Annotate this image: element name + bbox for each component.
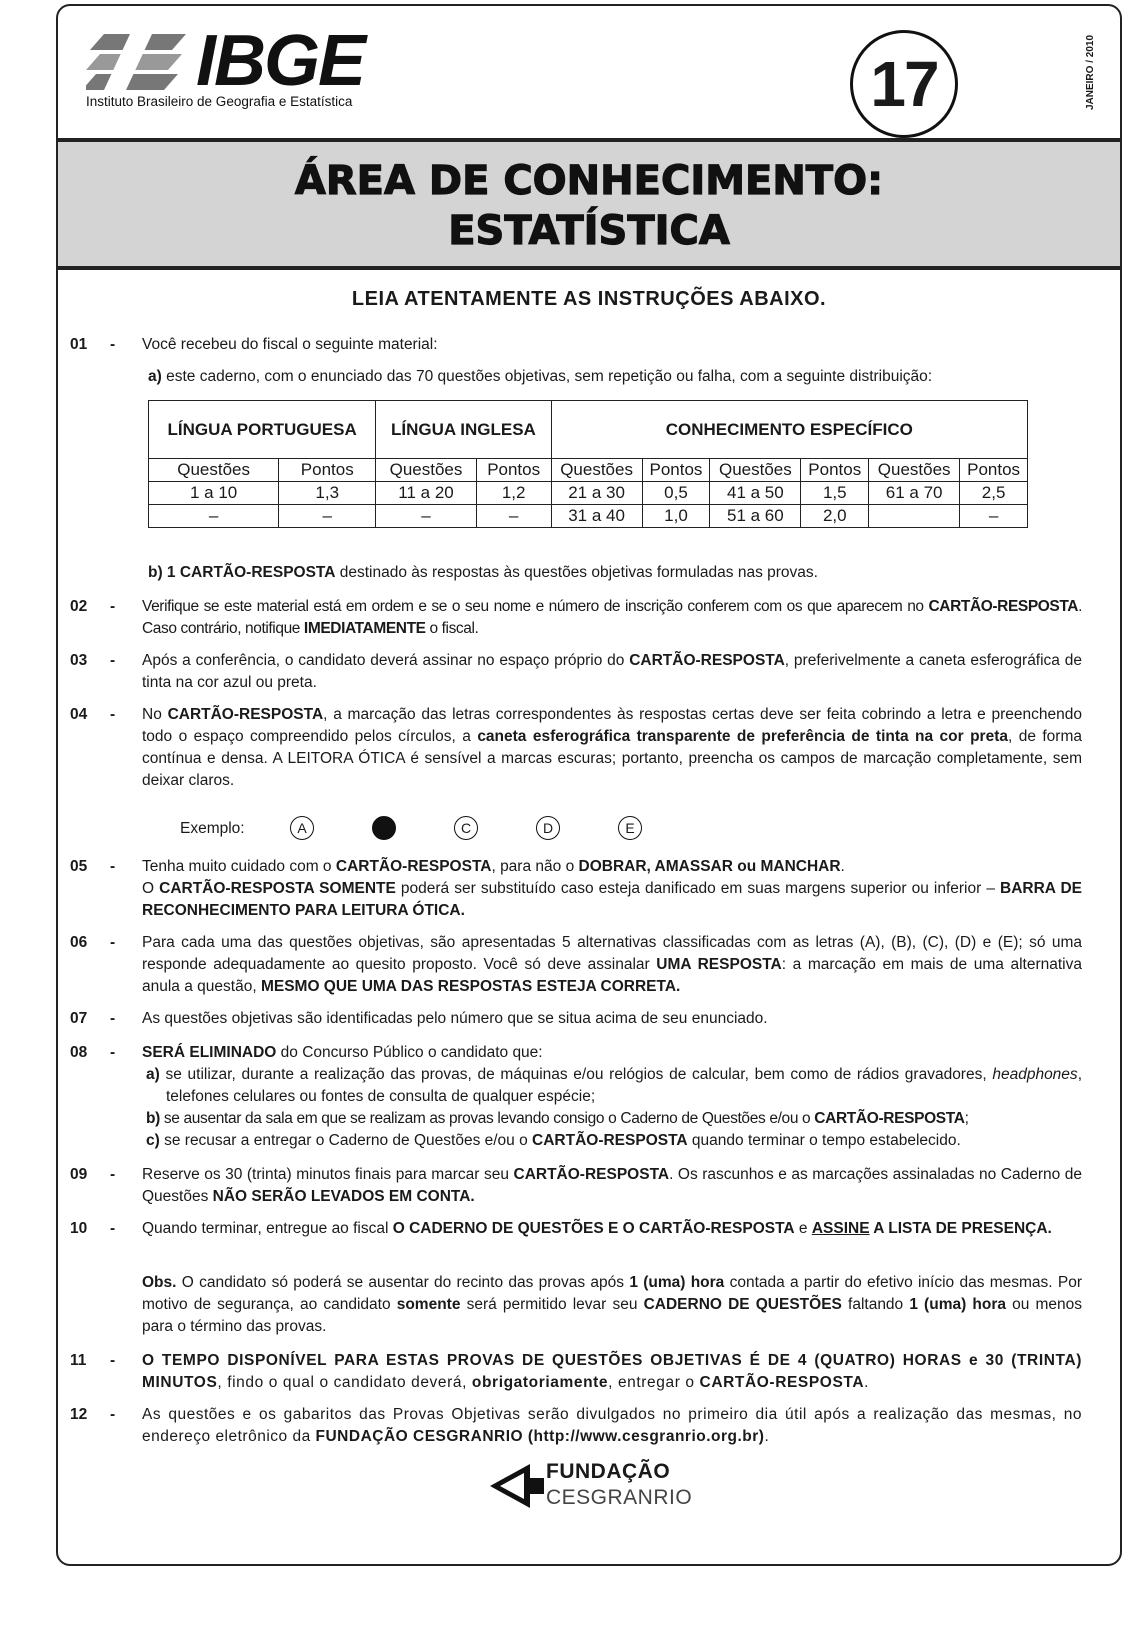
item-dash: - [110,1352,116,1369]
table-cell: 31 a 40 [551,505,642,528]
table-cell: Questões [710,459,801,482]
table-cell: 11 a 20 [376,482,476,505]
title-line-2: ESTATÍSTICA [448,208,730,254]
item-dash: - [110,1406,116,1423]
item-number: 02 [70,598,88,615]
table-cell: – [149,505,279,528]
item-text: No CARTÃO-RESPOSTA, a marcação das letras correspondentes às respostas certas deve ser feita cobrindo a letra e preenchendo todo o espaço compreendido pelos círculos, a caneta esferográfica transparente de preferência de tinta na cor preta, de forma contínua e densa. A LEITORA ÓTICA é sensível a marcas escuras; portanto, preencha os campos de marcação completamente, sem deixar claros. [142,706,1083,789]
table-cell: 51 a 60 [710,505,801,528]
answer-marking-example [180,816,780,846]
item-text: Verifique se este material está em ordem e se o seu nome e número de inscrição conferem com os que aparecem no CARTÃO-RESPOSTA. Caso contrário, notifique IMEDIATAMENTE o fiscal. [142,598,1082,637]
table-cell: Questões [149,459,279,482]
table-cell [869,505,960,528]
instructions: LEIA ATENTAMENTE AS INSTRUÇÕES ABAIXO. 01 - Você recebeu do fiscal o seguinte material: a) este caderno, com o enunciado das 70 questões objetivas, sem repetição ou falha, com a seguinte distribuição: LÍNGUA PORTUGUESA LÍNGUA INGLESA CONHECIMENTO ESPECÍFICO Questões Pontos Questões Pontos Questões Pontos Questões Pontos Questões Pontos 1 a 10 1,3 11 a 20 1,2 21 a 30 0,5 41 a 50 1,5 61 a 70 2,5 – – – – 31 a 40 1,0 51 a 60 2,0 – b) 1 CARTÃO-RESPOSTA destinado às respostas às questões objetivas formuladas nas provas. 02 - Verifique se este material está em ordem e se o seu nome e número de inscrição conferem com os que aparecem no CARTÃO-RESPOSTA. Caso contrário, notifique IMEDIATAMENTE o fiscal. 03 - Após a conferência, o candidato deverá assinar no espaço próprio do CARTÃO-RESPOSTA, preferivelmente a caneta esferográfica de tinta na cor azul ou preta. 04 - No CARTÃO-RESPOSTA, a marcação das letras correspondentes às respostas certas deve ser feita cobrindo a letra e preenchendo todo o espaço compreendido pelos círculos, a caneta esferográfica transparente de preferência de tinta na cor preta, de forma contínua e densa. A LEITORA ÓTICA é sensível a marcas escuras; portanto, preencha os campos de marcação completamente, sem deixar claros. Exemplo: A C D E 05 - Tenha muito cuidado com o CARTÃO-RESPOSTA, para não o DOBRAR, AMASSAR ou MANCHAR. O CARTÃO-RESPOSTA SOMENTE poderá ser substituído caso esteja danificado em suas margens superior ou inferior – BARRA DE RECONHECIMENTO PARA LEITURA ÓTICA. 06 - Para cada uma das questões objetivas, são apresentadas 5 alternativas classificadas com as letras (A), (B), (C), (D) e (E); só uma responde adequadamente ao quesito proposto. Você só deve assinalar UMA RESPOSTA: a marcação em mais de uma alternativa anula a questão, MESMO QUE UMA DAS RESPOSTAS ESTEJA CORRETA. 07 - As questões objetivas são identificadas pelo número que se situa acima de seu enunciado. 08 - SERÁ ELIMINADO do Concurso Público o candidato que: a) se utilizar, durante a realização das provas, de máquinas e/ou relógios de calcular, bem como de rádios gravadores, headphones, telefones celulares ou fontes de consulta de qualquer espécie; b) se ausentar da sala em que se realizam as provas levando consigo o Caderno de Questões e/ou o CARTÃO-RESPOSTA; c) se recusar a entregar o Caderno de Questões e/ou o CARTÃO-RESPOSTA quando terminar o tempo estabelecido. 09 - Reserve os 30 (trinta) minutos finais para marcar seu CARTÃO-RESPOSTA. Os rascunhos e as marcações assinaladas no Caderno de Questões NÃO SERÃO LEVADOS EM CONTA. 10 - Quando terminar, entregue ao fiscal O CADERNO DE QUESTÕES E O CARTÃO-RESPOSTA e ASSINE A LISTA DE PRESENÇA. Obs. O candidato só poderá se ausentar do recinto das provas após 1 (uma) hora contada a partir do efetivo início das mesmas. Por motivo de segurança, ao candidato somente será permitido levar seu CADERNO DE QUESTÕES faltando 1 (uma) hora ou menos para o término das provas. 11 - O TEMPO DISPONÍVEL PARA ESTAS PROVAS DE QUESTÕES OBJETIVAS É DE 4 (QUATRO) HORAS e 30 (TRINTA) MINUTOS, findo o qual o candidato deverá, obrigatoriamente, entregar o CARTÃO-RESPOSTA. 12 - As questões e os gabaritos das Provas Objetivas serão divulgados no primeiro dia útil após a realização das mesmas, no endereço eletrônico da FUNDAÇÃO CESGRANRIO (http://www.cesgranrio.org.br). [58,274,1120,310]
exam-number-badge: 17 [850,30,958,138]
item-text: SERÁ ELIMINADO do Concurso Público o candidato que: [142,1044,543,1061]
table-header: LÍNGUA PORTUGUESA [149,401,376,459]
bubble-a-icon: A [290,816,314,840]
item-dash: - [110,1220,116,1237]
item-number: 11 [70,1352,87,1369]
item-dash: - [110,1010,116,1027]
table-cell: 1 a 10 [149,482,279,505]
logo-subtitle: Instituto Brasileiro de Geografia e Estatística [86,94,353,109]
item-number: 09 [70,1166,88,1183]
table-cell: Questões [376,459,476,482]
item-text: Tenha muito cuidado com o CARTÃO-RESPOSTA, para não o DOBRAR, AMASSAR ou MANCHAR. O CARTÃO-RESPOSTA SOMENTE poderá ser substituído caso esteja danificado em suas margens superior ou inferior – BARRA DE RECONHECIMENTO PARA LEITURA ÓTICA. [142,858,1082,919]
bubble-d-icon: D [536,816,560,840]
logo-wordmark: IBGE [196,21,365,101]
footer-line-1: FUNDAÇÃO [546,1460,671,1483]
item-dash: - [110,652,116,669]
table-row [149,505,1028,528]
table-cell: Pontos [801,459,869,482]
item-text: Para cada uma das questões objetivas, são apresentadas 5 alternativas classificadas com as letras (A), (B), (C), (D) e (E); só uma responde adequadamente ao quesito proposto. Você só deve assinalar UMA RESPOSTA: a marcação em mais de uma alternativa anula a questão, MESMO QUE UMA DAS RESPOSTAS ESTEJA CORRETA. [142,934,1082,995]
item-number: 10 [70,1220,88,1237]
item-text: O TEMPO DISPONÍVEL PARA ESTAS PROVAS DE QUESTÕES OBJETIVAS É DE 4 (QUATRO) HORAS e 30 (TRINTA) MINUTOS, findo o qual o candidato deverá, obrigatoriamente, entregar o CARTÃO-RESPOSTA. [142,1352,1082,1391]
cesgranrio-logo [490,1456,693,1516]
table-cell: 1,2 [476,482,551,505]
exam-cover-frame [56,4,1122,1566]
title-band [58,142,1120,270]
item-text: As questões e os gabaritos das Provas Objetivas serão divulgados no primeiro dia útil após a realização das mesmas, no endereço eletrônico da FUNDAÇÃO CESGRANRIO (http://www.cesgranrio.org.br). [142,1406,1082,1445]
table-row [149,482,1028,505]
item-number: 04 [70,706,88,723]
question-distribution-table [148,400,1028,528]
item-number: 12 [70,1406,88,1423]
table-cell: 1,5 [801,482,869,505]
footer-line-2: CESGRANRIO [546,1486,693,1509]
table-cell: Questões [869,459,960,482]
item-text: Reserve os 30 (trinta) minutos finais para marcar seu CARTÃO-RESPOSTA. Os rascunhos e as marcações assinaladas no Caderno de Questões NÃO SERÃO LEVADOS EM CONTA. [142,1166,1082,1205]
table-cell: – [476,505,551,528]
table-cell: Pontos [476,459,551,482]
table-cell: 41 a 50 [710,482,801,505]
table-cell: – [279,505,376,528]
instructions-heading: LEIA ATENTAMENTE AS INSTRUÇÕES ABAIXO. [351,288,827,310]
table-cell: Pontos [279,459,376,482]
item-dash: - [110,934,116,951]
header [58,6,1120,142]
bubble-c-icon: C [454,816,478,840]
exam-date: JANEIRO / 2010 [1085,34,1097,110]
item-dash: - [110,336,116,353]
bubble-filled-icon [372,816,396,840]
ibge-logo-mark-icon [86,32,190,96]
item-dash: - [110,1044,116,1061]
item-text: As questões objetivas são identificadas pelo número que se situa acima de seu enunciado. [142,1010,768,1027]
table-cell: 1,3 [279,482,376,505]
cesgranrio-arrow-icon [490,1464,544,1508]
table-cell: – [960,505,1028,528]
item-number: 08 [70,1044,88,1061]
table-cell: 2,5 [960,482,1028,505]
table-header: CONHECIMENTO ESPECÍFICO [551,401,1027,459]
table-subheader-row [149,459,1028,482]
item-number: 05 [70,858,88,875]
title-line-1: ÁREA DE CONHECIMENTO: [294,158,884,204]
item-text: Você recebeu do fiscal o seguinte material: [142,336,438,353]
table-cell: 1,0 [642,505,710,528]
table-cell: Pontos [642,459,710,482]
item-text: Quando terminar, entregue ao fiscal O CADERNO DE QUESTÕES E O CARTÃO-RESPOSTA e ASSINE A LISTA DE PRESENÇA. [142,1220,1052,1237]
table-cell: 21 a 30 [551,482,642,505]
table-cell: – [376,505,476,528]
item-number: 03 [70,652,88,669]
table-cell: Questões [551,459,642,482]
table-cell: Pontos [960,459,1028,482]
table-cell: 0,5 [642,482,710,505]
table-header: LÍNGUA INGLESA [376,401,551,459]
item-dash: - [110,858,116,875]
item-number: 01 [70,336,88,353]
example-label: Exemplo: [180,820,245,837]
table-cell: 2,0 [801,505,869,528]
item-text: Após a conferência, o candidato deverá assinar no espaço próprio do CARTÃO-RESPOSTA, preferivelmente a caneta esferográfica de tinta na cor azul ou preta. [142,652,1082,691]
item-dash: - [110,706,116,723]
table-cell: 61 a 70 [869,482,960,505]
item-number: 06 [70,934,88,951]
ibge-logo [86,21,416,116]
item-dash: - [110,598,116,615]
item-dash: - [110,1166,116,1183]
bubble-e-icon: E [618,816,642,840]
item-number: 07 [70,1010,88,1027]
